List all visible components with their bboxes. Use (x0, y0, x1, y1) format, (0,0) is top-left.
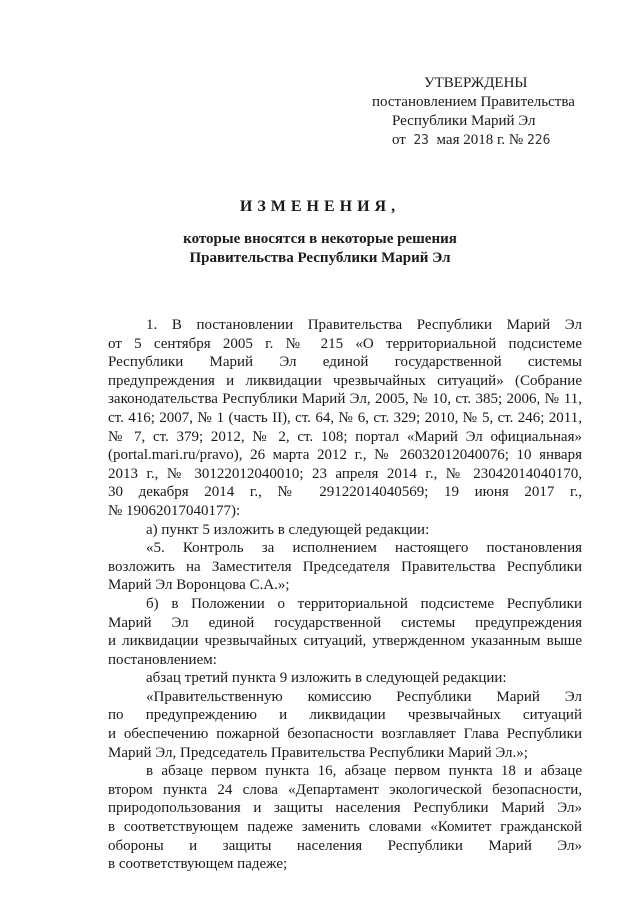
paragraph-1-line: № 19062017040177): (108, 502, 241, 519)
paragraph-1-line: 1. В постановлении Правительства Республики Марий Эл (146, 317, 582, 333)
paragraph-1-line: законодательства Республики Марий Эл, 2005, № 10, ст. 385; 2006, № 11, (108, 391, 582, 408)
approval-title: УТВЕРЖДЕНЫ (424, 75, 528, 91)
paragraph-7-line: природопользования и защиты населения Республики Марий Эл» (108, 800, 582, 817)
paragraph-6-line: и обеспечению пожарной безопасности возглавляет Глава Республики (108, 726, 582, 743)
paragraph-5-line: абзац третий пункта 9 изложить в следующей редакции: (146, 670, 507, 687)
subheading-line-2: Правительства Республики Марий Эл (189, 250, 451, 266)
document-heading: ИЗМЕНЕНИЯ, (239, 198, 401, 215)
paragraph-3-line: «5. Контроль за исполнением настоящего постановления (146, 540, 582, 557)
paragraph-1-line: предупреждения и ликвидации чрезвычайных ситуаций» (Собрание (108, 372, 582, 389)
paragraph-7-line: в абзаце первом пункта 16, абзаце первом пункта 18 и абзаце (146, 763, 582, 780)
paragraph-3-line: возложить на Заместителя Председателя Правительства Республики (108, 558, 582, 575)
approval-block (372, 74, 582, 150)
subheading-line-1: которые вносятся в некоторые решения (183, 231, 457, 247)
paragraph-6-line: «Правительственную комиссию Республики Марий Эл (146, 688, 582, 705)
paragraph-2-line: а) пункт 5 изложить в следующей редакции: (146, 521, 430, 538)
paragraph-1-line: от 5 сентября 2005 г. № 215 «О территориальной подсистеме (108, 335, 582, 352)
approval-date-middle: мая 2018 г. № (436, 132, 524, 148)
paragraph-4-line: б) в Положении о территориальной подсистеме Республики (146, 595, 582, 612)
approval-number-handwritten: 226 (526, 133, 551, 148)
paragraph-4-line: Марий Эл единой государственной системы предупреждения (108, 614, 582, 631)
paragraph-1-line: 2013 г., № 30122012040010; 23 апреля 2014 г., № 23042014040170, (108, 465, 582, 482)
paragraph-3-line: Марий Эл Воронцова С.А.»; (108, 577, 290, 594)
approval-date-line (372, 131, 582, 150)
paragraph-7-line: обороны и защиты населения Республики Марий Эл» (108, 837, 582, 854)
approval-line-republic: Республики Марий Эл (392, 113, 536, 129)
paragraph-4-line: и ликвидации чрезвычайных ситуаций, утвержденном указанным выше (108, 633, 582, 650)
paragraph-7-line: в соответствующем падеже; (108, 856, 288, 873)
paragraph-1-line: ст. 416; 2007, № 1 (часть II), ст. 64, № 6, ст. 329; 2010, № 5, ст. 246; 2011, (108, 409, 582, 426)
document-body (108, 316, 582, 874)
approval-day-handwritten: 23 (413, 133, 430, 148)
paragraph-1-line: 30 декабря 2014 г., № 29122014040569; 19 июня 2017 г., (108, 484, 582, 501)
paragraph-1-line: (portal.mari.ru/pravo), 26 марта 2012 г., № 26032012040076; 10 января (108, 447, 582, 464)
approval-date-prefix: от (392, 132, 406, 148)
paragraph-1-line: № 7, ст. 379; 2012, № 2, ст. 108; портал «Марий Эл официальная» (108, 428, 582, 445)
paragraph-1-line: Республики Марий Эл единой государственной системы (108, 354, 582, 371)
paragraph-4-line: постановлением: (108, 651, 217, 668)
paragraph-6-line: Марий Эл, Председатель Правительства Республики Марий Эл.»; (108, 744, 528, 761)
document-subheading (0, 230, 640, 268)
paragraph-7-line: втором пункта 24 слова «Департамент экологической безопасности, (108, 781, 582, 798)
paragraph-7-line: в соответствующем падеже заменить словами «Комитет гражданской (108, 819, 582, 836)
paragraph-6-line: по предупреждению и ликвидации чрезвычайных ситуаций (108, 707, 582, 724)
approval-line-government: постановлением Правительства (372, 94, 575, 110)
